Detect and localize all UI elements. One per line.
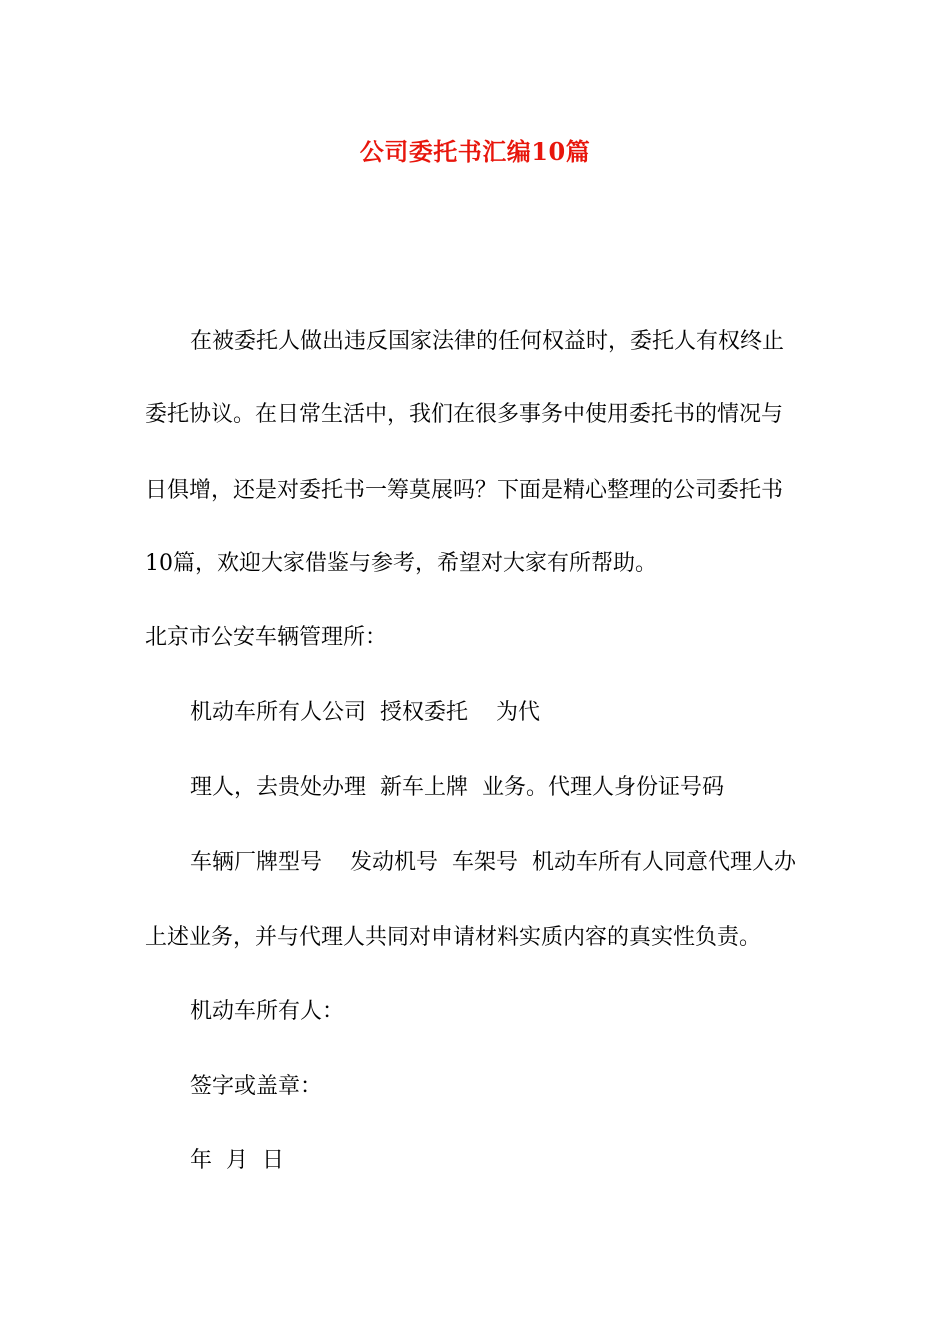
- document-title: 公司委托书汇编10篇: [359, 137, 591, 166]
- owner-label: 机动车所有人：: [190, 999, 345, 1024]
- intro-line-3: 日俱增，还是对委托书一筹莫展吗？下面是精心整理的公司委托书: [145, 478, 784, 503]
- body-line-1: 机动车所有人公司 授权委托 为代: [190, 700, 540, 725]
- body-line-4: 上述业务，并与代理人共同对申请材料实质内容的真实性负责。: [145, 925, 762, 950]
- signature-label: 签字或盖章：: [190, 1074, 323, 1099]
- date-label: 年 月 日: [190, 1148, 284, 1173]
- intro-line-1: 在被委托人做出违反国家法律的任何权益时，委托人有权终止: [190, 329, 785, 354]
- body-line-2: 理人，去贵处办理 新车上牌 业务。代理人身份证号码: [190, 775, 724, 800]
- intro-line-4: 10篇，欢迎大家借鉴与参考，希望对大家有所帮助。: [145, 551, 657, 576]
- intro-line-2: 委托协议。在日常生活中，我们在很多事务中使用委托书的情况与: [145, 402, 784, 427]
- body-line-3: 车辆厂牌型号 发动机号 车架号 机动车所有人同意代理人办: [190, 850, 796, 875]
- addressee-line: 北京市公安车辆管理所：: [145, 625, 388, 650]
